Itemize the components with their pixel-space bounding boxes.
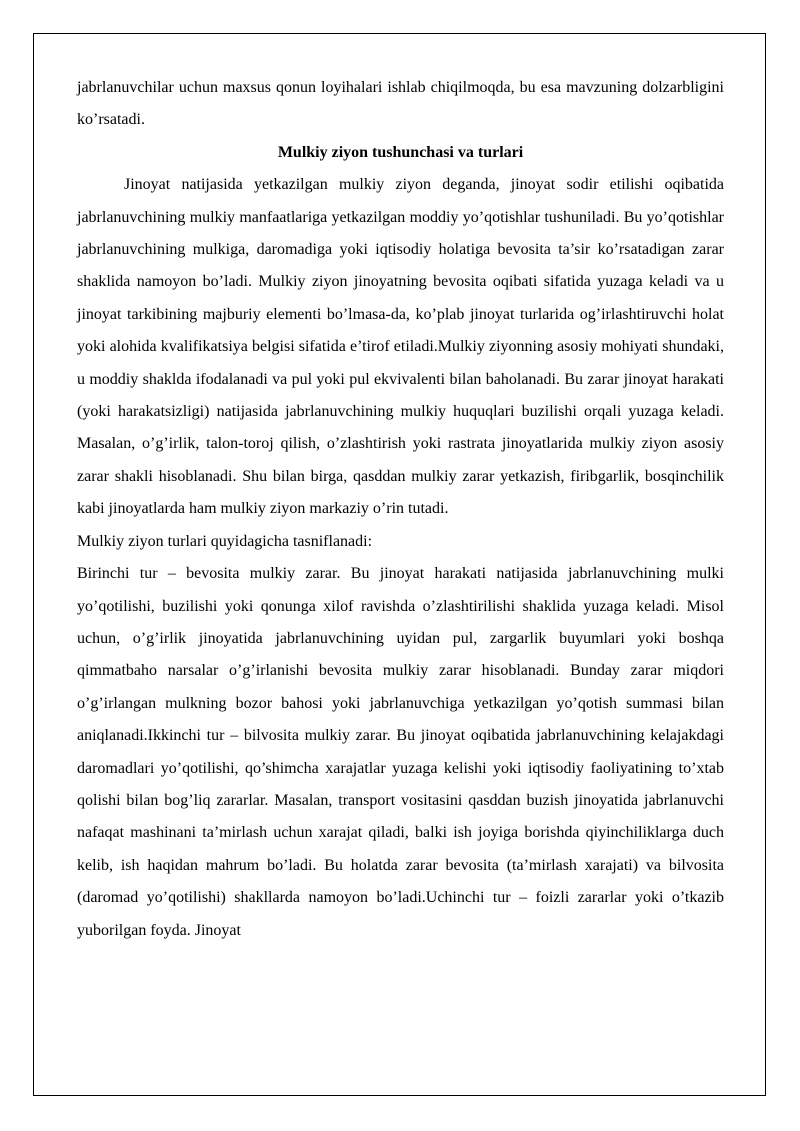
document-body [77,72,724,947]
paragraph-classification-intro: Mulkiy ziyon turlari quyidagicha tasniflanadi: [77,532,373,550]
paragraph-intro-continuation: jabrlanuvchilar uchun maxsus qonun loyihalari ishlab chiqilmoqda, bu esa mavzuning dolzarbligini ko’rsatadi. [77,79,724,129]
paragraph-definition: Jinoyat natijasida yetkazilgan mulkiy ziyon deganda, jinoyat sodir etilishi oqibatida jabrlanuvchining mulkiy manfaatlariga yetkazilgan moddiy yo’qotishlar tushuniladi. Bu yo’qotishlar jabrlanuvchining mulkiga, daromadiga yoki iqtisodiy holatiga bevosita ta’sir ko’rsatadigan zarar shaklida namoyon bo’ladi. Mulkiy ziyon jinoyatning bevosita oqibati sifatida yuzaga keladi va u jinoyat tarkibining majburiy elementi bo’lmasa-da, ko’plab jinoyat turlarida og’irlashtiruvchi holat yoki alohida kvalifikatsiya belgisi sifatida e’tirof etiladi.Mulkiy ziyonning asosiy mohiyati shundaki, u moddiy shaklda ifodalanadi va pul yoki pul ekvivalenti bilan baholanadi. Bu zarar jinoyat harakati (yoki harakatsizligi) natijasida jabrlanuvchining mulkiy huquqlari buzilishi orqali yuzaga keladi. Masalan, o’g’irlik, talon-toroj qilish, o’zlashtirish yoki rastrata jinoyatlarida mulkiy ziyon asosiy zarar shakli hisoblanadi. Shu bilan birga, qasddan mulkiy zarar yetkazish, firibgarlik, bosqinchilik kabi jinoyatlarda ham mulkiy ziyon markaziy o’rin tutadi. [77,176,724,518]
section-heading: Mulkiy ziyon tushunchasi va turlari [277,143,524,161]
paragraph-damage-types: Birinchi tur – bevosita mulkiy zarar. Bu jinoyat harakati natijasida jabrlanuvchining mulki yo’qotilishi, buzilishi yoki qonunga xilof ravishda o’zlashtirilishi shaklida yuzaga keladi. Misol uchun, o’g’irlik jinoyatida jabrlanuvchining uyidan pul, zargarlik buyumlari yoki boshqa qimmatbaho narsalar o’g’irlanishi bevosita mulkiy zarar hisoblanadi. Bunday zarar miqdori o’g’irlangan mulkning bozor bahosi yoki jabrlanuvchiga yetkazilgan yo’qotish summasi bilan aniqlanadi.Ikkinchi tur – bilvosita mulkiy zarar. Bu jinoyat oqibatida jabrlanuvchining kelajakdagi daromadlari yo’qotilishi, qo’shimcha xarajatlar yuzaga kelishi yoki iqtisodiy faoliyatining to’xtab qolishi bilan bog’liq zararlar. Masalan, transport vositasini qasddan buzish jinoyatida jabrlanuvchi nafaqat mashinani ta’mirlash uchun xarajat qiladi, balki ish joyiga borishda qiyinchiliklarga duch kelib, ish haqidan mahrum bo’ladi. Bu holatda zarar bevosita (ta’mirlash xarajati) va bilvosita (daromad yo’qotilishi) shakllarda namoyon bo’ladi.Uchinchi tur – foizli zararlar yoki o’tkazib yuborilgan foyda. Jinoyat [77,565,724,939]
